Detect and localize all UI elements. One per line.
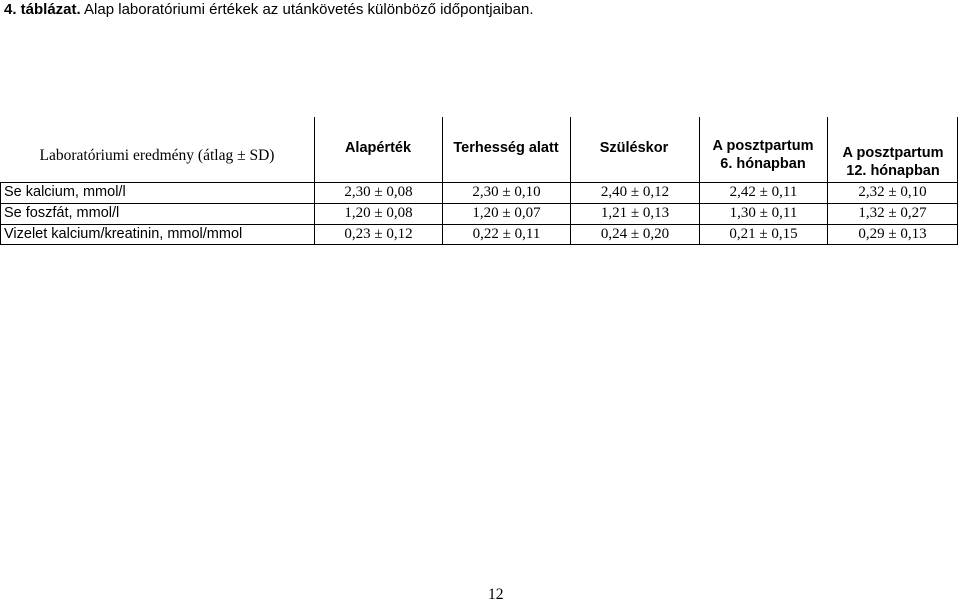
row-label: Se foszfát, mmol/l: [4, 205, 120, 221]
table-caption-text: Alap laboratóriumi értékek az utánkövetés különböző időpontjaiban.: [80, 1, 534, 18]
header-lab-result: Laboratóriumi eredmény (átlag ± SD): [39, 147, 275, 164]
header-postpartum-6-line2: 6. hónapban: [720, 156, 806, 172]
table-caption: [4, 0, 534, 20]
table-row: [0, 225, 960, 244]
cell-postpartum-12: 0,29 ± 0,13: [858, 226, 927, 242]
cell-during-pregnancy: 1,20 ± 0,07: [472, 205, 541, 221]
cell-during-pregnancy: 0,22 ± 0,11: [472, 226, 541, 242]
table-row: [0, 183, 960, 202]
header-at-delivery: Szüléskor: [599, 140, 669, 156]
cell-baseline: 1,20 ± 0,08: [344, 205, 413, 221]
row-divider: [0, 244, 958, 245]
cell-during-pregnancy: 2,30 ± 0,10: [472, 184, 541, 200]
cell-postpartum-12: 2,32 ± 0,10: [858, 184, 927, 200]
header-during-pregnancy: Terhesség alatt: [453, 140, 559, 156]
header-postpartum-6: [700, 137, 826, 173]
cell-at-delivery: 1,21 ± 0,13: [600, 205, 670, 221]
table-caption-label: 4. táblázat.: [4, 1, 81, 18]
cell-postpartum-12: 1,32 ± 0,27: [858, 205, 927, 221]
table-row: [0, 204, 960, 223]
cell-at-delivery: 2,40 ± 0,12: [600, 184, 670, 200]
cell-postpartum-6: 0,21 ± 0,15: [729, 226, 798, 242]
header-postpartum-12-line1: A posztpartum: [842, 145, 944, 161]
cell-postpartum-6: 1,30 ± 0,11: [729, 205, 798, 221]
cell-baseline: 2,30 ± 0,08: [344, 184, 413, 200]
cell-postpartum-6: 2,42 ± 0,11: [729, 184, 798, 200]
cell-baseline: 0,23 ± 0,12: [344, 226, 413, 242]
header-baseline: Alapérték: [344, 140, 412, 156]
row-label: Vizelet kalcium/kreatinin, mmol/mmol: [4, 226, 243, 242]
cell-at-delivery: 0,24 ± 0,20: [600, 226, 670, 242]
header-postpartum-6-line1: A posztpartum: [712, 138, 814, 154]
header-postpartum-12: [828, 144, 958, 180]
header-postpartum-12-line2: 12. hónapban: [846, 163, 940, 179]
page-number: 12: [488, 586, 504, 603]
row-label: Se kalcium, mmol/l: [4, 184, 126, 200]
